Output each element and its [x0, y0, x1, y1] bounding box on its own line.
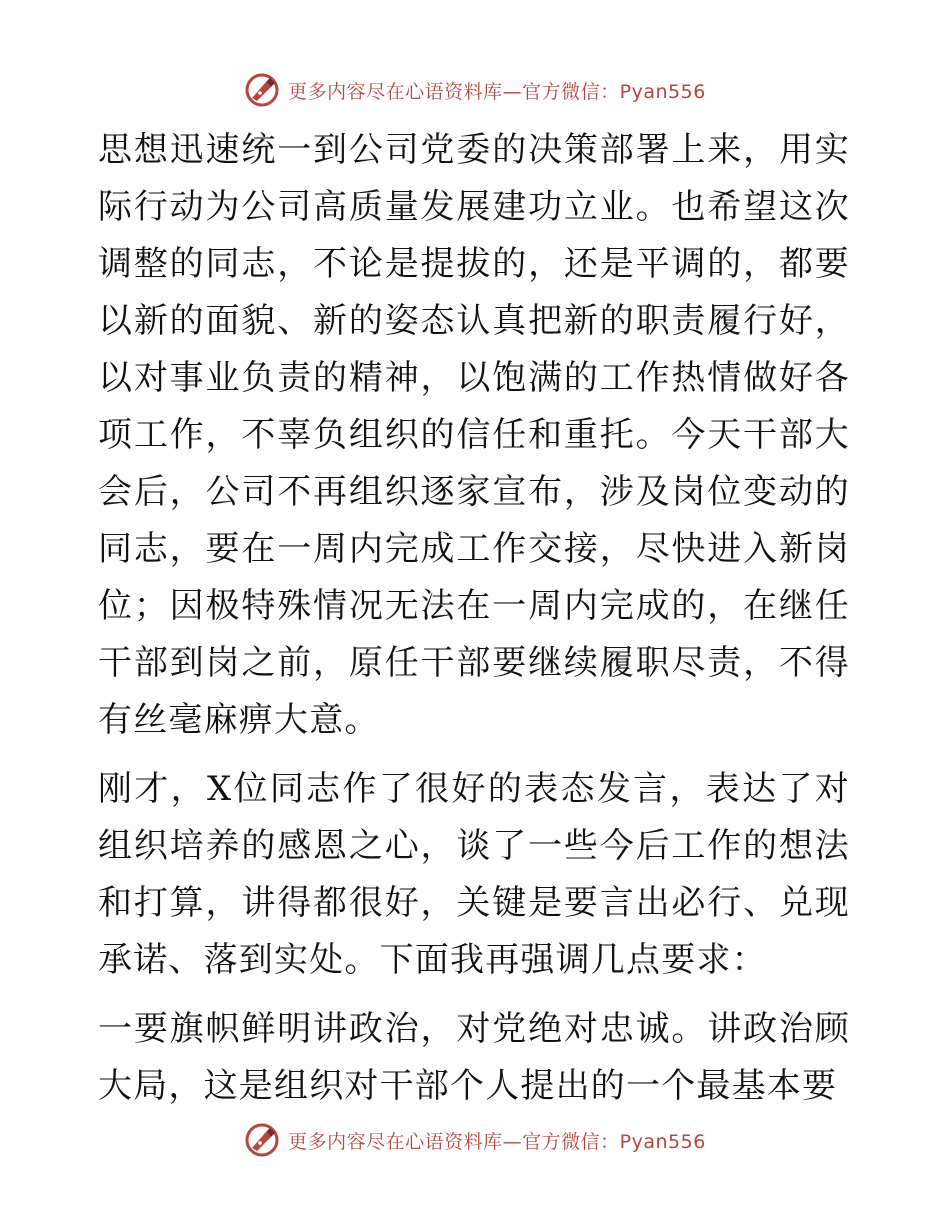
pen-nib-circle-icon: [244, 1122, 280, 1158]
footer-watermark: [0, 1118, 950, 1162]
pen-nib-circle-icon: [244, 72, 280, 108]
paragraph-2: 刚才，X位同志作了很好的表态发言，表达了对组织培养的感恩之心，谈了一些今后工作的想法和打算，讲得都很好，关键是要言出必行、兑现承诺、落到实处。下面我再强调几点要求：: [98, 769, 850, 980]
document-body: [98, 122, 850, 1115]
header-watermark: [0, 68, 950, 112]
footer-watermark-text: 更多内容尽在心语资料库—官方微信：Pyan556: [288, 1130, 706, 1153]
paragraph-3: 一要旗帜鲜明讲政治，对党绝对忠诚。讲政治顾大局，这是组织对干部个人提出的一个最基本要: [98, 1009, 850, 1106]
header-watermark-text: 更多内容尽在心语资料库—官方微信：Pyan556: [288, 80, 706, 103]
paragraph-1: 思想迅速统一到公司党委的决策部署上来，用实际行动为公司高质量发展建功立业。也希望这次调整的同志，不论是提拔的，还是平调的，都要以新的面貌、新的姿态认真把新的职责履行好，以对事业负责的精神，以饱满的工作热情做好各项工作，不辜负组织的信任和重托。今天干部大会后，公司不再组织逐家宣布，涉及岗位变动的同志，要在一周内完成工作交接，尽快进入新岗位；因极特殊情况无法在一周内完成的，在继任干部到岗之前，原任干部要继续履职尽责，不得有丝毫麻痹大意。: [98, 130, 850, 740]
